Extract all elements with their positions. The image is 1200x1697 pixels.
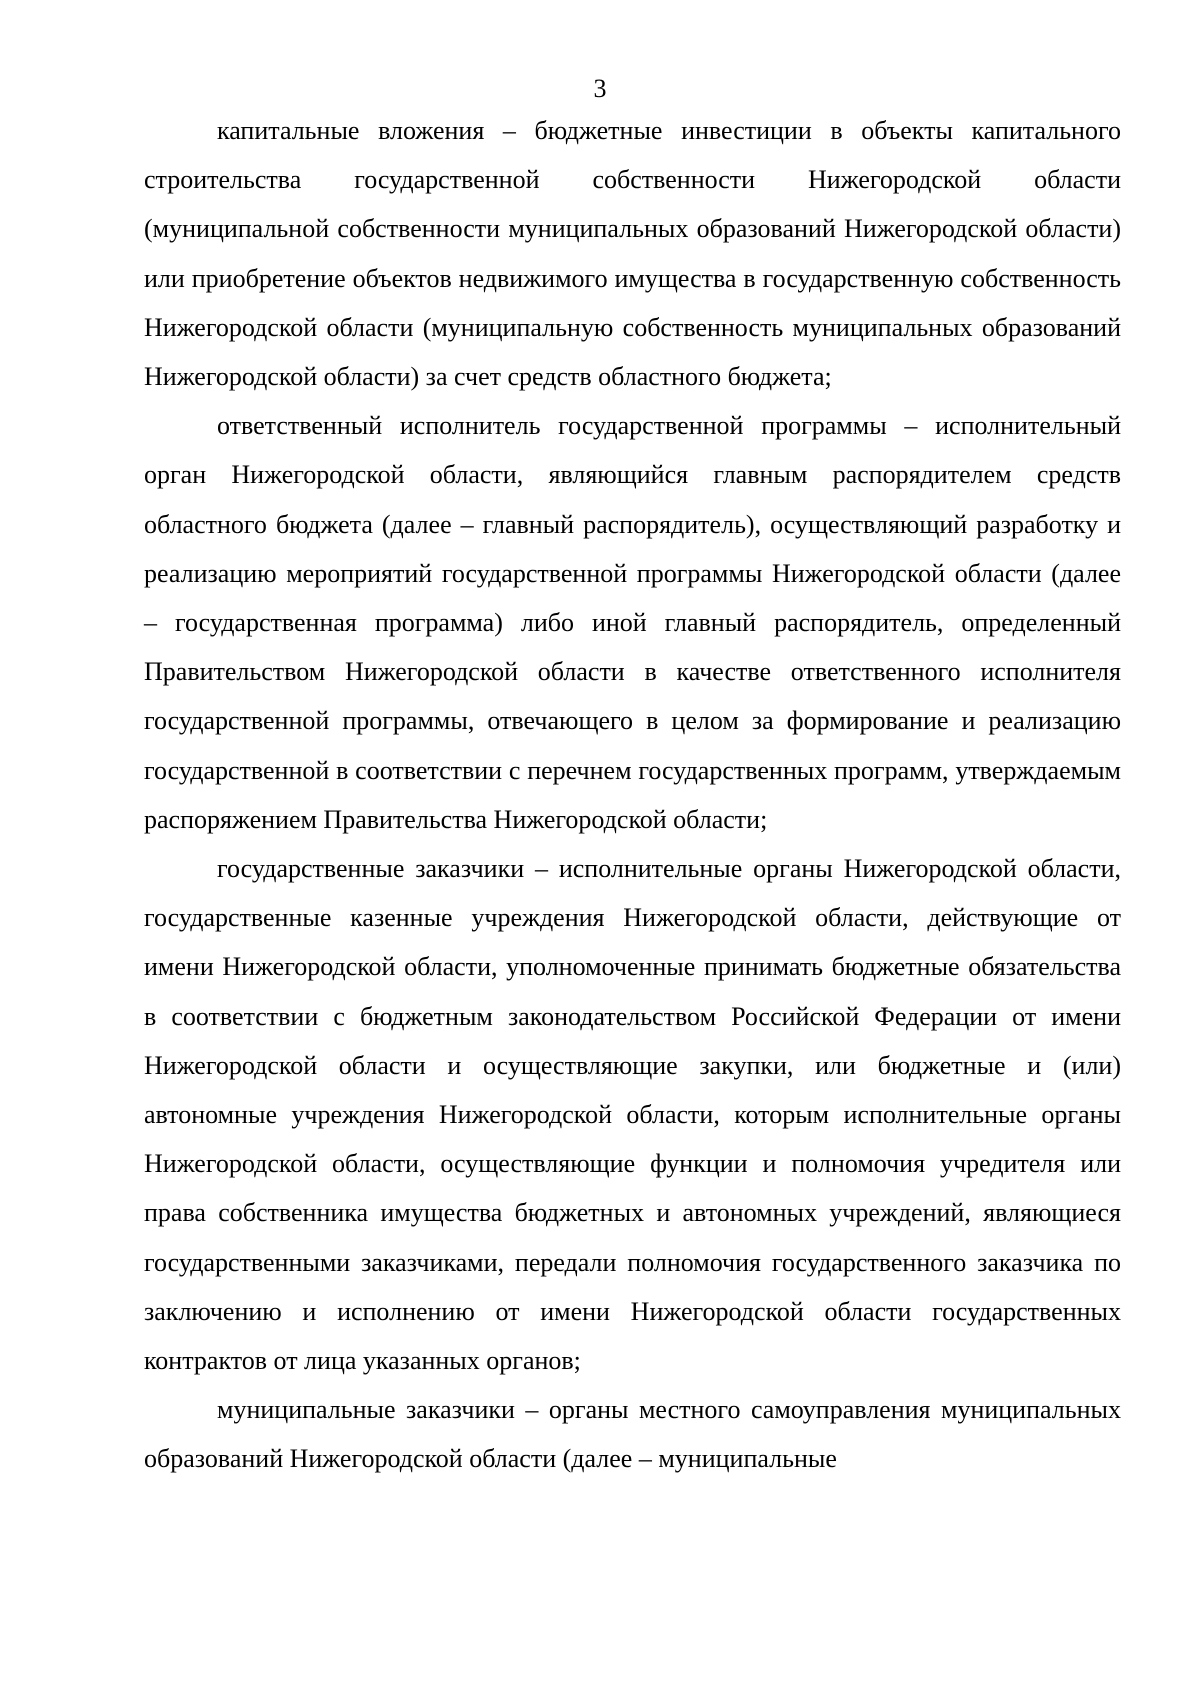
paragraph-state-customers: государственные заказчики – исполнительные органы Нижегородской области, государственные казенные учреждения Нижегородской области, действующие от имени Нижегородской области, уполномоченные принимать бюджетные обязательства в соответствии с бюджетным законодательством Российской Федерации от имени Нижегородской области и осуществляющие закупки, или бюджетные и (или) автономные учреждения Нижегородской области, которым исполнительные органы Нижегородской области, осуществляющие функции и полномочия учредителя или права собственника имущества бюджетных и автономных учреждений, являющиеся государственными заказчиками, передали полномочия государственного заказчика по заключению и исполнению от имени Нижегородской области государственных контрактов от лица указанных органов;	[144, 854, 1121, 1376]
paragraph-municipal-customers: муниципальные заказчики – органы местного самоуправления муниципальных образований Нижегородской области (далее – муниципальные	[144, 1395, 1121, 1474]
paragraph-responsible-executor: ответственный исполнитель государственной программы – исполнительный орган Нижегородской области, являющийся главным распорядителем средств областного бюджета (далее – главный распорядитель), осуществляющий разработку и реализацию мероприятий государственной программы Нижегородской области (далее – государственная программа) либо иной главный распорядитель, определенный Правительством Нижегородской области в качестве ответственного исполнителя государственной программы, отвечающего в целом за формирование и реализацию государственной в соответствии с перечнем государственных программ, утверждаемым распоряжением Правительства Нижегородской области;	[144, 411, 1121, 834]
paragraph-capital-investments: капитальные вложения – бюджетные инвестиции в объекты капитального строительства государственной собственности Нижегородской области (муниципальной собственности муниципальных образований Нижегородской области) или приобретение объектов недвижимого имущества в государственную собственность Нижегородской области (муниципальную собственность муниципальных образований Нижегородской области) за счет средств областного бюджета;	[144, 116, 1121, 392]
document-body	[144, 106, 1121, 1484]
page-number: 3	[593, 74, 607, 103]
